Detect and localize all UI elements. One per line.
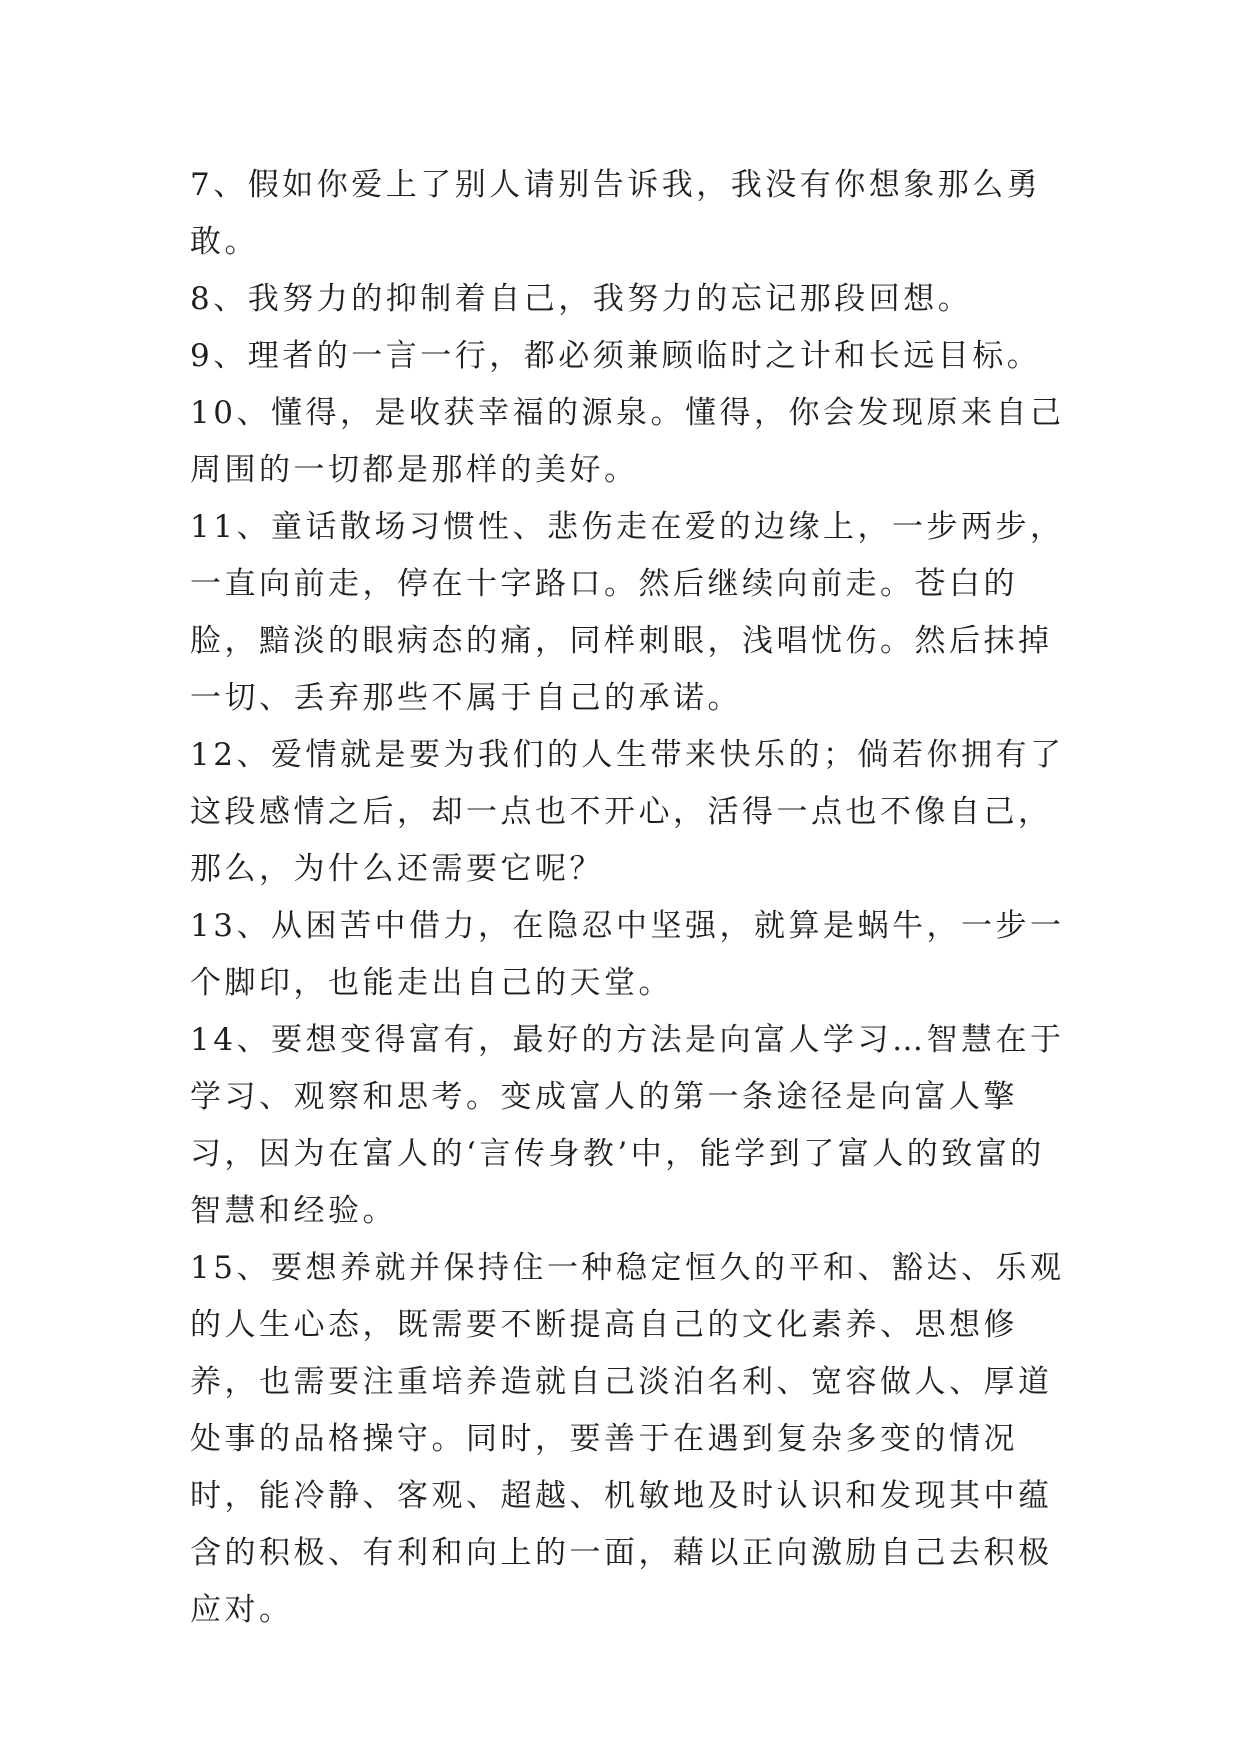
paragraph-text: 假如你爱上了别人请别告诉我，我没有你想象那么勇敢。 — [190, 167, 1042, 260]
paragraph-number: 12、 — [190, 737, 271, 773]
paragraph-text: 要想养就并保持住一种稳定恒久的平和、豁达、乐观的人生心态，既需要不断提高自己的文化素养、思想修养，也需要注重培养造就自己淡泊名利、宽容做人、厚道处事的品格操守。同时，要善于在遇到复杂多变的情况时，能冷静、客观、超越、机敏地及时认识和发现其中蕴含的积极、有利和向上的一面，藉以正向激励自己去积极应对。 — [190, 1250, 1065, 1628]
paragraph-12 — [190, 727, 1070, 898]
paragraph-7 — [190, 157, 1070, 271]
paragraph-text: 要想变得富有，最好的方法是向富人学习…智慧在于学习、观察和思考。变成富人的第一条途径是向富人擎习，因为在富人的‘言传身教’中，能学到了富人的致富的智慧和经验。 — [190, 1022, 1065, 1229]
paragraph-14 — [190, 1012, 1070, 1240]
paragraph-text: 从困苦中借力，在隐忍中坚强，就算是蜗牛，一步一个脚印，也能走出自己的天堂。 — [190, 908, 1065, 1001]
paragraph-text: 爱情就是要为我们的人生带来快乐的；倘若你拥有了这段感情之后，却一点也不开心，活得一点也不像自己，那么，为什么还需要它呢？ — [190, 737, 1065, 887]
paragraph-10 — [190, 385, 1070, 499]
paragraph-number: 10、 — [190, 395, 271, 431]
paragraph-number: 14、 — [190, 1022, 271, 1058]
paragraph-number: 9、 — [190, 338, 248, 374]
paragraph-number: 13、 — [190, 908, 271, 944]
paragraph-number: 11、 — [190, 509, 271, 545]
paragraph-text: 我努力的抑制着自己，我努力的忘记那段回想。 — [247, 281, 973, 317]
paragraph-number: 8、 — [190, 281, 248, 317]
paragraph-text: 懂得，是收获幸福的源泉。懂得，你会发现原来自己周围的一切都是那样的美好。 — [190, 395, 1065, 488]
document-body — [190, 157, 1070, 1639]
paragraph-8 — [190, 271, 1070, 328]
paragraph-text: 童话散场习惯性、悲伤走在爱的边缘上，一步两步，一直向前走，停在十字路口。然后继续向前走。苍白的脸，黯淡的眼病态的痛，同样刺眼，浅唱忧伤。然后抹掉一切、丢弃那些不属于自己的承诺。 — [190, 509, 1065, 716]
paragraph-9 — [190, 328, 1070, 385]
paragraph-number: 7、 — [190, 167, 248, 203]
paragraph-11 — [190, 499, 1070, 727]
paragraph-15 — [190, 1240, 1070, 1639]
paragraph-number: 15、 — [190, 1250, 271, 1286]
paragraph-text: 理者的一言一行，都必须兼顾临时之计和长远目标。 — [247, 338, 1042, 374]
paragraph-13 — [190, 898, 1070, 1012]
